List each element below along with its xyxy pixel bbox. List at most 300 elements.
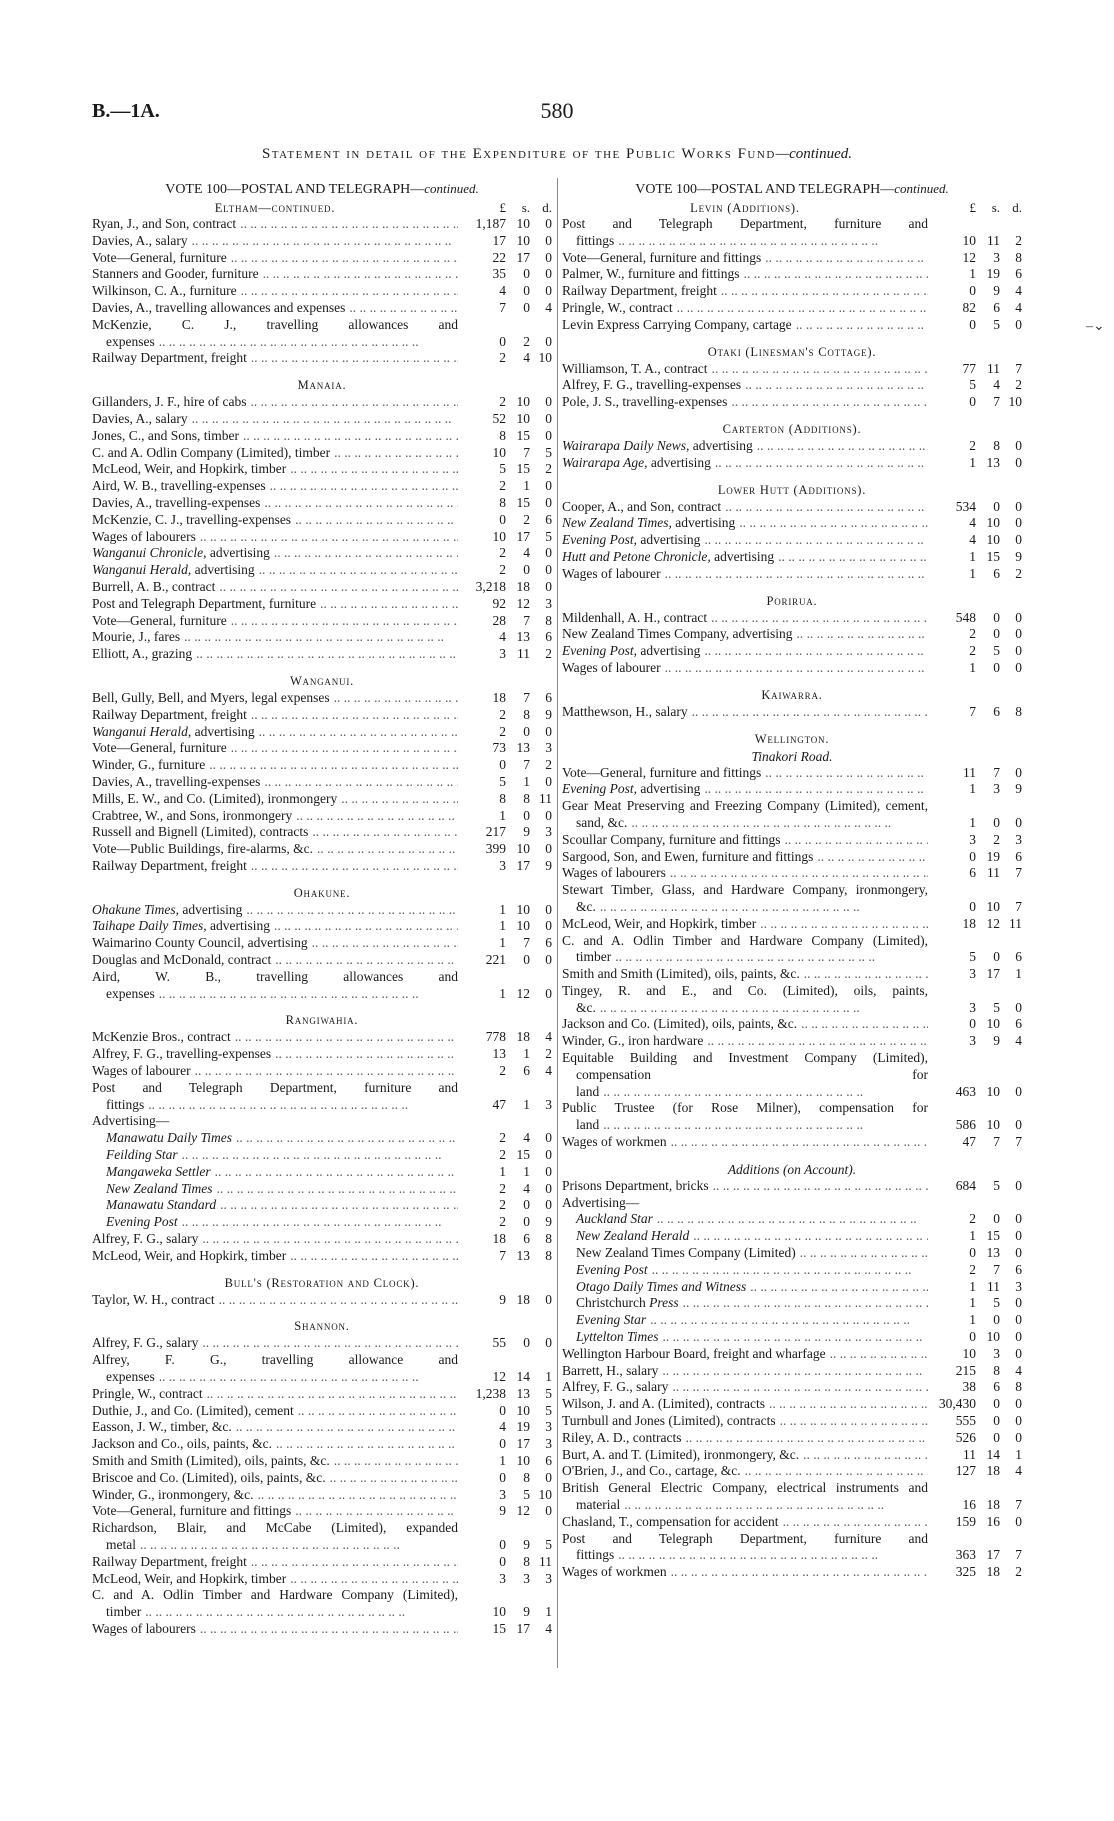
- amount-shillings: 0: [993, 626, 1000, 642]
- expenditure-row: [562, 216, 1022, 250]
- amount-pounds: 1: [499, 807, 506, 823]
- expenditure-row: [92, 1487, 552, 1504]
- right-column: [562, 178, 1022, 1581]
- amount-pence: 0: [1015, 316, 1022, 332]
- expenditure-row: [92, 757, 552, 774]
- item-description-text: Davies, A., salary: [92, 232, 188, 248]
- expenditure-row: [92, 411, 552, 428]
- amount-shillings: 10: [986, 515, 1000, 531]
- expenditure-row: [92, 1164, 552, 1181]
- item-description: [92, 757, 458, 774]
- amount: [928, 966, 1022, 983]
- amount-pounds: 534: [955, 498, 976, 514]
- amount-pounds: 0: [499, 511, 506, 527]
- item-description-text: advertising: [689, 437, 753, 453]
- expenditure-row: [92, 740, 552, 757]
- amount-pounds: 3: [969, 999, 976, 1015]
- item-description: [562, 1279, 928, 1296]
- item-description-text: Briscoe and Co. (Limited), oils, paints, &c.: [92, 1469, 326, 1485]
- expenditure-row: [562, 1447, 1022, 1464]
- amount-pence: 0: [545, 1180, 552, 1196]
- amount-pounds: 1: [969, 1295, 976, 1311]
- amount: [928, 361, 1022, 378]
- amount-shillings: 13: [516, 1247, 530, 1263]
- amount-pence: 0: [545, 562, 552, 578]
- amount-pence: 0: [1015, 454, 1022, 470]
- expenditure-row: [562, 549, 1022, 566]
- expenditure-row: [562, 1463, 1022, 1480]
- item-description: [562, 438, 928, 455]
- expenditure-row: [92, 902, 552, 919]
- item-description: [562, 1514, 928, 1531]
- item-description: [92, 1214, 458, 1231]
- section-subtitle: Tinakori Road.: [751, 748, 833, 764]
- amount: [928, 1016, 1022, 1033]
- item-description-text: advertising: [191, 723, 255, 739]
- amount: [928, 283, 1022, 300]
- expenditure-row: [562, 983, 1022, 1017]
- pounds-head: £: [499, 200, 506, 215]
- statement-title: [0, 146, 1114, 163]
- left-column: [92, 178, 552, 1638]
- item-description-text: advertising: [191, 562, 255, 578]
- expenditure-row: [92, 646, 552, 663]
- item-description-italic: Wairarapa Age,: [562, 454, 648, 470]
- item-description-text: Cooper, A., and Son, contract: [562, 498, 722, 514]
- item-description-text: advertising: [206, 918, 271, 934]
- expenditure-row: [92, 841, 552, 858]
- amount-pounds: 12: [962, 249, 976, 265]
- expenditure-row: [92, 350, 552, 367]
- expenditure-row: [562, 1134, 1022, 1151]
- amount-shillings: 0: [523, 1214, 530, 1230]
- pounds-head: £: [969, 200, 976, 215]
- amount-pence: 0: [1015, 626, 1022, 642]
- amount-pounds: 1: [969, 1278, 976, 1294]
- amount: [458, 1248, 552, 1265]
- subgroup-heading: [92, 1113, 552, 1130]
- amount: [928, 660, 1022, 677]
- amount-pounds: 2: [499, 1147, 506, 1163]
- amount: [458, 757, 552, 774]
- amount-pence: 3: [545, 1096, 552, 1112]
- item-description: [92, 841, 458, 858]
- item-description: [562, 1413, 928, 1430]
- amount-shillings: 8: [523, 1553, 530, 1569]
- amount-pence: 0: [545, 478, 552, 494]
- amount-shillings: 2: [523, 511, 530, 527]
- item-description: [562, 1100, 928, 1134]
- item-description-text: Vote—General, furniture: [92, 249, 227, 265]
- expenditure-row: [92, 629, 552, 646]
- item-description-text: McLeod, Weir, and Hopkirk, timber: [92, 1570, 287, 1586]
- amount-pence: 0: [1015, 1312, 1022, 1328]
- amount-pounds: 159: [955, 1513, 976, 1529]
- amount-shillings: 10: [516, 1453, 530, 1468]
- item-description-text: Pole, J. S., travelling-expenses: [562, 394, 728, 410]
- amount-pence: 2: [1015, 232, 1022, 248]
- item-description: [562, 1346, 928, 1363]
- expenditure-row: [562, 1531, 1022, 1565]
- amount: [458, 1029, 552, 1046]
- amount-shillings: 7: [523, 935, 530, 951]
- amount-shillings: 13: [516, 1385, 530, 1401]
- amount-shillings: 18: [516, 1029, 530, 1045]
- item-description-italic: Evening Post,: [562, 781, 637, 797]
- amount-shillings: 0: [523, 1197, 530, 1213]
- amount-pounds: 2: [499, 1197, 506, 1213]
- amount-pounds: 1: [969, 781, 976, 797]
- amount: [458, 1147, 552, 1164]
- amount-pounds: 1: [499, 1453, 506, 1468]
- section-title: Otaki (Linesman's Cottage).: [707, 344, 877, 359]
- item-description: [92, 1386, 458, 1403]
- expenditure-row: [562, 1564, 1022, 1581]
- margin-mark: –⌄: [1086, 319, 1105, 334]
- expenditure-row: [92, 969, 552, 1003]
- item-description: [562, 1050, 928, 1100]
- amount-shillings: 0: [523, 723, 530, 739]
- amount-shillings: 11: [517, 646, 530, 662]
- amount: [458, 1571, 552, 1588]
- amount-pence: 0: [545, 1163, 552, 1179]
- item-description-text: Palmer, W., furniture and fittings: [562, 266, 740, 282]
- amount: [928, 1117, 1022, 1134]
- item-description-text: Wilkinson, C. A., furniture: [92, 283, 237, 299]
- item-description: [92, 1080, 458, 1114]
- amount-shillings: 10: [986, 898, 1000, 914]
- item-description: [92, 1147, 458, 1164]
- amount-pence: 0: [1015, 1245, 1022, 1261]
- item-description-text: Prisons Department, bricks: [562, 1177, 709, 1193]
- item-description-italic: Manawatu Daily Times: [106, 1130, 233, 1146]
- amount-pence: 7: [1015, 1134, 1022, 1150]
- amount: [458, 1097, 552, 1114]
- item-description: [92, 1621, 458, 1638]
- item-description-text: advertising: [636, 643, 701, 659]
- amount-shillings: 10: [516, 841, 530, 857]
- amount: [458, 824, 552, 841]
- section-title: Levin (Additions).: [690, 201, 800, 215]
- amount-pounds: 215: [955, 1362, 976, 1378]
- amount-pence: 0: [545, 232, 552, 248]
- amount: [928, 1279, 1022, 1296]
- item-description: [562, 377, 928, 394]
- item-description: [562, 1178, 928, 1195]
- expenditure-row: [92, 394, 552, 411]
- amount: [458, 478, 552, 495]
- amount-pence: 0: [1015, 659, 1022, 675]
- amount: [928, 1447, 1022, 1464]
- amount-shillings: 0: [993, 1429, 1000, 1445]
- amount-shillings: 10: [516, 1402, 530, 1418]
- item-description: [562, 499, 928, 516]
- item-description-italic: Evening Post: [106, 1214, 178, 1230]
- amount-pence: 6: [545, 689, 552, 705]
- item-description-text: Stanners and Gooder, furniture: [92, 266, 259, 282]
- item-description-text: Gear Meat Preserving and Freezing Company (Limited), cement, sand, &c.: [562, 798, 928, 830]
- expenditure-row: [562, 882, 1022, 916]
- amount: [458, 1554, 552, 1571]
- expenditure-row: [562, 499, 1022, 516]
- amount-pounds: 13: [492, 1046, 506, 1062]
- amount-pence: 11: [539, 1553, 552, 1569]
- amount: [928, 1514, 1022, 1531]
- expenditure-row: [562, 1379, 1022, 1396]
- amount-pence: 3: [1015, 1278, 1022, 1294]
- amount-pence: 0: [1015, 609, 1022, 625]
- amount-pounds: 6: [969, 865, 976, 881]
- amount-pounds: 778: [485, 1029, 506, 1045]
- item-description: [92, 1231, 458, 1248]
- expenditure-row: [562, 532, 1022, 549]
- amount-pence: 0: [1015, 515, 1022, 531]
- section-heading-row: [92, 200, 552, 216]
- amount-pounds: 2: [499, 1130, 506, 1146]
- expenditure-row: [562, 1245, 1022, 1262]
- amount-pounds: 2: [499, 478, 506, 494]
- amount-shillings: 5: [523, 1486, 530, 1502]
- amount: [458, 613, 552, 630]
- expenditure-row: [562, 798, 1022, 832]
- amount-shillings: 17: [516, 528, 530, 544]
- amount-pence: 2: [545, 757, 552, 773]
- amount-shillings: 3: [993, 249, 1000, 265]
- item-description-text: Alfrey, F. G., salary: [92, 1335, 199, 1351]
- amount-shillings: 12: [516, 1503, 530, 1519]
- amount-pounds: 1: [969, 1312, 976, 1328]
- item-description: [92, 1503, 458, 1520]
- item-description-text: Davies, A., salary: [92, 410, 188, 426]
- subgroup-heading: [562, 1195, 1022, 1212]
- amount-shillings: 17: [986, 1547, 1000, 1563]
- item-description: [562, 532, 928, 549]
- amount-shillings: 3: [993, 781, 1000, 797]
- amount-shillings: 13: [986, 454, 1000, 470]
- expenditure-row: [92, 216, 552, 233]
- amount-shillings: 9: [523, 1536, 530, 1552]
- amount: [928, 1564, 1022, 1581]
- item-description-text: Jackson and Co. (Limited), oils, paints, &c.: [562, 1016, 798, 1032]
- amount-pounds: 8: [499, 790, 506, 806]
- column-divider: [557, 178, 558, 1668]
- amount-pence: 3: [545, 740, 552, 756]
- item-description-text: Richardson, Blair, and McCabe (Limited), expanded metal: [92, 1520, 458, 1552]
- amount-shillings: 1: [523, 478, 530, 494]
- amount-shillings: 7: [993, 764, 1000, 780]
- item-description-text: Advertising—: [562, 1194, 640, 1210]
- amount: [458, 283, 552, 300]
- amount-pence: 4: [1015, 299, 1022, 315]
- expenditure-row: [562, 1346, 1022, 1363]
- amount: [458, 1197, 552, 1214]
- item-description-italic: Ohakune Times,: [92, 901, 179, 917]
- item-description: [562, 266, 928, 283]
- pence-head: d.: [1012, 200, 1022, 215]
- item-description-italic: Evening Post,: [562, 532, 637, 548]
- amount-shillings: 10: [516, 394, 530, 410]
- item-description: [562, 1430, 928, 1447]
- expenditure-row: [562, 1100, 1022, 1134]
- item-description: [92, 596, 458, 613]
- amount: [928, 394, 1022, 411]
- amount-shillings: 1: [523, 1163, 530, 1179]
- expenditure-row: [92, 824, 552, 841]
- amount: [928, 704, 1022, 721]
- item-description: [92, 824, 458, 841]
- amount-shillings: 6: [523, 1231, 530, 1247]
- item-description-text: Railway Department, freight: [92, 857, 247, 873]
- amount-pounds: 22: [492, 249, 506, 265]
- amount-shillings: 4: [993, 377, 1000, 393]
- item-description-text: Wages of labourer: [92, 1063, 191, 1079]
- amount-shillings: 7: [523, 612, 530, 628]
- amount-shillings: 10: [516, 410, 530, 426]
- item-description: [562, 250, 928, 267]
- expenditure-row: [562, 765, 1022, 782]
- amount: [458, 740, 552, 757]
- amount-shillings: 0: [523, 807, 530, 823]
- expenditure-row: [92, 300, 552, 317]
- item-description-italic: New Zealand Times,: [562, 515, 672, 531]
- amount-pounds: 28: [492, 612, 506, 628]
- amount-shillings: 0: [993, 949, 1000, 965]
- item-description-text: C. and A. Odlin Timber and Hardware Company (Limited), timber: [562, 932, 928, 965]
- item-description-text: Christchurch: [576, 1295, 650, 1311]
- amount-pence: 8: [545, 1247, 552, 1263]
- item-description-text: Smith and Smith (Limited), oils, paints, &c.: [92, 1453, 330, 1468]
- expenditure-row: [562, 1050, 1022, 1100]
- item-description-text: Railway Department, freight: [92, 706, 247, 722]
- item-description-text: Pringle, W., contract: [92, 1385, 203, 1401]
- amount-pounds: 127: [955, 1463, 976, 1479]
- amount-shillings: 11: [987, 1278, 1000, 1294]
- amount-pence: 4: [1015, 1362, 1022, 1378]
- amount-pounds: 10: [492, 444, 506, 460]
- item-description: [562, 704, 928, 721]
- amount-shillings: 7: [523, 757, 530, 773]
- item-description-italic: Auckland Star: [576, 1211, 653, 1227]
- item-description-text: Post and Telegraph Department, furniture and fittings: [562, 216, 928, 248]
- amount-pounds: 10: [492, 1604, 506, 1620]
- expenditure-row: [562, 283, 1022, 300]
- item-description-text: New Zealand Times Company (Limited): [576, 1245, 796, 1261]
- amount-pence: 0: [545, 841, 552, 857]
- item-description-text: Pringle, W., contract: [562, 299, 673, 315]
- vote-heading-text: VOTE 100—POSTAL AND TELEGRAPH—: [165, 182, 425, 197]
- amount-pounds: 4: [499, 283, 506, 299]
- item-description-text: Post and Telegraph Department, furniture: [92, 595, 317, 611]
- amount-shillings: 0: [993, 498, 1000, 514]
- item-description: [562, 455, 928, 472]
- amount: [458, 1335, 552, 1352]
- amount-pounds: 0: [499, 757, 506, 773]
- item-description: [92, 562, 458, 579]
- amount-shillings: 6: [993, 299, 1000, 315]
- amount-shillings: 5: [993, 316, 1000, 332]
- item-description-text: Mildenhall, A. H., contract: [562, 609, 708, 625]
- amount-pence: 6: [1015, 848, 1022, 864]
- item-description-text: Winder, G., furniture: [92, 757, 206, 773]
- amount-pounds: 2: [499, 350, 506, 366]
- expenditure-row: [562, 1329, 1022, 1346]
- amount-pence: 0: [1015, 1396, 1022, 1412]
- section-title: Kaiwarra.: [761, 687, 823, 702]
- expenditure-row: [92, 1197, 552, 1214]
- amount-shillings: 5: [993, 999, 1000, 1015]
- amount-pence: 0: [1015, 1329, 1022, 1345]
- amount-shillings: 7: [523, 689, 530, 705]
- amount-pence: 11: [1009, 915, 1022, 931]
- item-description-text: Vote—General, furniture: [92, 740, 227, 756]
- expenditure-row: [562, 317, 1022, 334]
- amount-pence: 3: [545, 1570, 552, 1586]
- item-description-text: McKenzie, C. J., travelling-expenses: [92, 511, 292, 527]
- amount-pence: 0: [1015, 1413, 1022, 1429]
- amount-shillings: 17: [516, 857, 530, 873]
- amount: [458, 918, 552, 935]
- amount-pence: 0: [545, 410, 552, 426]
- amount-shillings: 14: [516, 1369, 530, 1385]
- item-description: [92, 1470, 458, 1487]
- amount: [928, 1413, 1022, 1430]
- expenditure-row: [92, 791, 552, 808]
- amount: [458, 629, 552, 646]
- amount-pounds: 526: [955, 1429, 976, 1445]
- amount-shillings: 10: [516, 901, 530, 917]
- amount: [458, 512, 552, 529]
- amount-shillings: 5: [993, 1295, 1000, 1311]
- amount-pounds: 3: [499, 1486, 506, 1502]
- item-description-text: Wages of workmen: [562, 1134, 667, 1150]
- amount-pounds: 0: [499, 1536, 506, 1552]
- expenditure-row: [92, 1248, 552, 1265]
- amount-pence: 2: [545, 646, 552, 662]
- amount-pence: 9: [1015, 781, 1022, 797]
- amount-shillings: 0: [993, 1312, 1000, 1328]
- amount-shillings: 17: [986, 966, 1000, 982]
- expenditure-row: [92, 461, 552, 478]
- amount-pounds: 73: [492, 740, 506, 756]
- expenditure-row: [92, 579, 552, 596]
- amount-pence: 5: [545, 528, 552, 544]
- item-description-text: Railway Department, freight: [562, 283, 717, 299]
- expenditure-row: [562, 266, 1022, 283]
- amount-shillings: 12: [516, 985, 530, 1001]
- amount: [928, 1379, 1022, 1396]
- amount-pounds: 0: [499, 1436, 506, 1452]
- amount-pence: 0: [545, 216, 552, 231]
- item-description: [562, 983, 928, 1017]
- amount-pounds: 463: [955, 1083, 976, 1099]
- amount-pence: 7: [1015, 1547, 1022, 1563]
- item-description-text: McKenzie, C. J., travelling allowances and expenses: [92, 316, 458, 349]
- amount-pounds: 9: [499, 1291, 506, 1307]
- amount: [928, 377, 1022, 394]
- amount: [458, 808, 552, 825]
- amount-pence: 9: [545, 1214, 552, 1230]
- item-description: [92, 300, 458, 317]
- amount-shillings: 11: [987, 865, 1000, 881]
- amount-pounds: 4: [969, 515, 976, 531]
- expenditure-row: [92, 1386, 552, 1403]
- item-description-text: Burt, A. and T. (Limited), ironmongery, &c.: [562, 1446, 800, 1462]
- section-title: Rangiwahia.: [285, 1013, 359, 1028]
- item-description: [562, 966, 928, 983]
- expenditure-row: [92, 1063, 552, 1080]
- amount-shillings: 10: [986, 1117, 1000, 1133]
- vote-heading-continued: continued.: [894, 181, 949, 196]
